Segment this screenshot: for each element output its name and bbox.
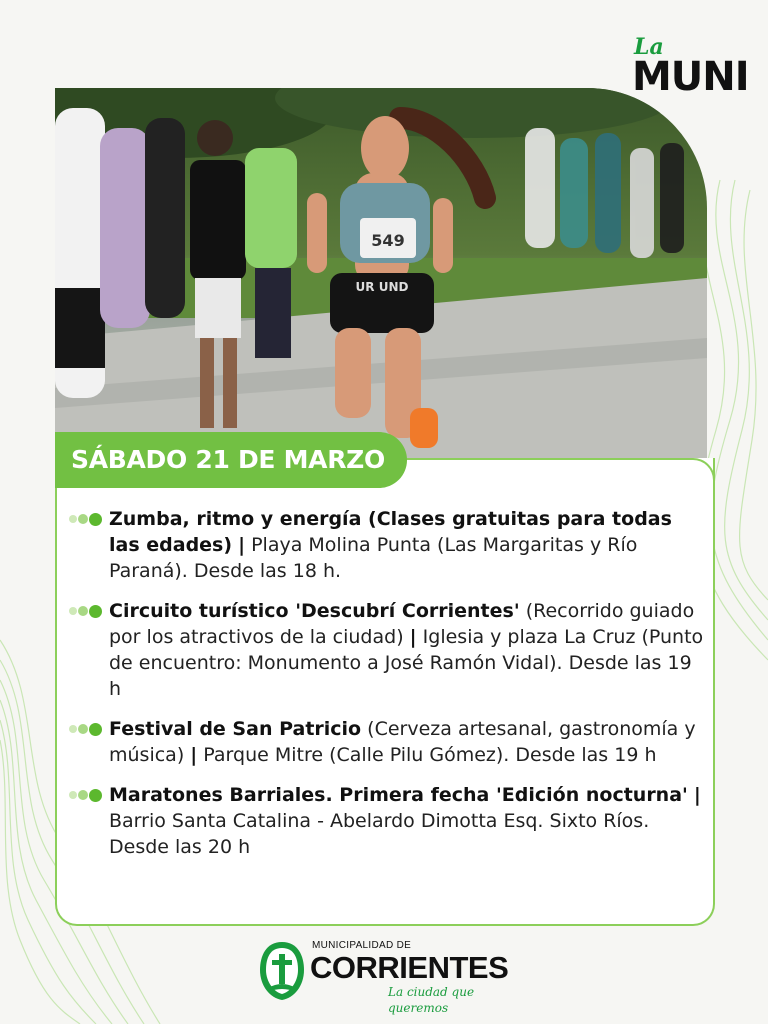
bib-number: 549 — [371, 231, 405, 250]
events-card — [55, 458, 715, 926]
runner-photo — [55, 88, 707, 458]
footer-tagline: La ciudad que queremos — [388, 985, 475, 1015]
event-place: Parque Mitre (Calle Pilu Gómez). Desde las 19 h — [203, 744, 657, 766]
footer-top-line: MUNICIPALIDAD DE — [312, 940, 412, 951]
list-item — [69, 716, 704, 768]
list-item — [69, 506, 704, 584]
separator: | — [409, 626, 417, 648]
bullet-dots-icon — [69, 723, 103, 737]
separator: | — [190, 744, 198, 766]
event-place: Iglesia y plaza La Cruz (Punto de encuentro: Monumento a José Ramón Vidal). Desde las 19 h — [109, 626, 704, 700]
brand-prefix: La — [634, 34, 664, 60]
event-title-extra: (Recorrido guiado por los atractivos de la ciudad) — [109, 600, 695, 648]
separator: | — [693, 784, 701, 806]
brand-name: MUNI — [632, 54, 749, 100]
municipality-logo — [258, 936, 514, 1015]
la-muni-logo — [632, 34, 749, 104]
event-title: Zumba, ritmo y energía (Clases gratuitas para todas las edades) — [109, 508, 672, 556]
shorts-text: UR UND — [355, 280, 409, 294]
event-place: Barrio Santa Catalina - Abelardo Dimotta Esq. Sixto Ríos. Desde las 20 h — [109, 810, 650, 858]
event-title: Festival de San Patricio — [109, 718, 362, 740]
events-list — [69, 506, 704, 860]
event-place: Playa Molina Punta (Las Margaritas y Río Paraná). Desde las 18 h. — [109, 534, 638, 582]
separator: | — [238, 534, 246, 556]
event-title: Maratones Barriales. Primera fecha 'Edición nocturna' — [109, 784, 688, 806]
event-title-extra: (Cerveza artesanal, gastronomía y música) — [109, 718, 696, 766]
event-title: Circuito turístico 'Descubrí Corrientes' — [109, 600, 520, 622]
bullet-dots-icon — [69, 605, 103, 619]
list-item — [69, 782, 704, 860]
date-banner: SÁBADO 21 DE MARZO — [55, 432, 407, 488]
footer-city: CORRIENTES — [310, 950, 509, 985]
list-item — [69, 598, 704, 702]
bullet-dots-icon — [69, 513, 103, 527]
cross-seal-icon — [258, 940, 306, 1002]
bullet-dots-icon — [69, 789, 103, 803]
